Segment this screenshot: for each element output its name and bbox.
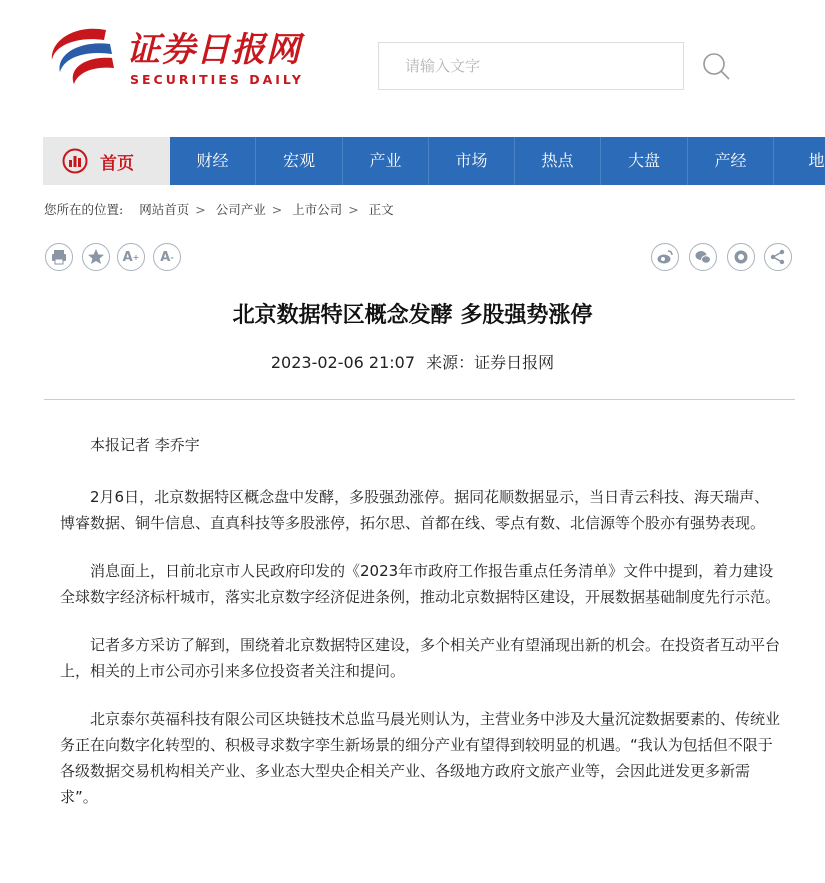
nav-item-chanjing[interactable]: 产经 [714,151,747,170]
wechat-icon [693,247,713,267]
font-increase-button[interactable]: A + [117,243,145,271]
nav-item-shichang[interactable]: 市场 [455,151,488,170]
title-divider [44,399,795,400]
main-nav [43,137,825,185]
share-weibo-button[interactable] [651,243,679,271]
nav-item-hongguan[interactable]: 宏观 [282,151,315,170]
breadcrumb: 您所在的位置: 网站首页 > 公司产业 > 上市公司 > 正文 [44,202,394,217]
share-more-button[interactable] [764,243,792,271]
qzone-icon [731,247,751,267]
weibo-icon [655,247,675,267]
share-qzone-button[interactable] [727,243,755,271]
font-decrease-icon: A [160,249,171,265]
article-paragraph: 消息面上，日前北京市人民政府印发的《2023年市政府工作报告重点任务清单》文件中提到，着力建设全球数字经济标杆城市，落实北京数字经济促进条例，推动北京数据特区建设，开展数据基础制度先行示范。 [60,562,781,606]
article-source: 来源：证券日报网 [426,353,555,372]
article-body [60,432,782,832]
font-increase-icon: A [122,249,133,265]
breadcrumb-home[interactable]: 网站首页 [139,202,190,217]
search-button[interactable] [700,50,734,84]
share-wechat-button[interactable] [689,243,717,271]
nav-item-caijing[interactable]: 财经 [196,151,229,170]
breadcrumb-current: 正文 [368,202,394,217]
logo-chinese-text: 证券日报网 [126,30,301,70]
bar-chart-icon [62,148,88,174]
breadcrumb-company[interactable]: 公司产业 [215,202,266,217]
nav-home[interactable] [43,137,170,185]
breadcrumb-prefix: 您所在的位置: [44,202,124,217]
share-icon [768,247,788,267]
breadcrumb-listed[interactable]: 上市公司 [292,202,343,217]
favorite-button[interactable] [82,243,110,271]
search-box [378,42,684,90]
nav-home-label: 首页 [100,154,134,174]
favorite-icon [86,247,106,267]
article-meta [0,350,825,373]
font-decrease-button[interactable]: A - [153,243,181,271]
article-paragraph: 2月6日，北京数据特区概念盘中发酵，多股强劲涨停。据同花顺数据显示，当日青云科技、海天瑞声、博睿数据、铜牛信息、直真科技等多股涨停，拓尔思、首都在线、零点有数、北信源等个股亦有强势表现。 [60,488,770,532]
search-input[interactable] [379,43,683,89]
nav-item-chanye[interactable]: 产业 [369,151,402,170]
logo-swoosh-icon [46,24,120,90]
article-title: 北京数据特区概念发酵 多股强势涨停 [232,303,593,328]
article-byline: 本报记者 李乔宇 [90,436,200,454]
article-paragraph: 记者多方采访了解到，围绕着北京数据特区建设，多个相关产业有望涌现出新的机会。在投资者互动平台上，相关的上市公司亦引来多位投资者关注和提问。 [60,636,781,680]
search-icon [700,50,734,84]
nav-item-dapan[interactable]: 大盘 [627,151,660,170]
logo-english-text: SECURITIES DAILY [130,72,304,87]
article-date: 2023-02-06 21:07 [270,353,416,372]
site-logo[interactable] [46,20,306,92]
print-button[interactable] [45,243,73,271]
print-icon [49,247,69,267]
article-paragraph: 北京泰尔英福科技有限公司区块链技术总监马晨光则认为，主营业务中涉及大量沉淀数据要素的、传统业务正在向数字化转型的、积极寻求数字孪生新场景的细分产业有望得到较明显的机遇。“我认为包括但不限于各级数据交易机构相关产业、多业态大型央企相关产业、各级地方政府文旅产业等，会因此迸发更多新需求”。 [60,710,781,806]
nav-item-redian[interactable]: 热点 [541,151,574,170]
nav-item-di[interactable]: 地 [808,151,825,170]
